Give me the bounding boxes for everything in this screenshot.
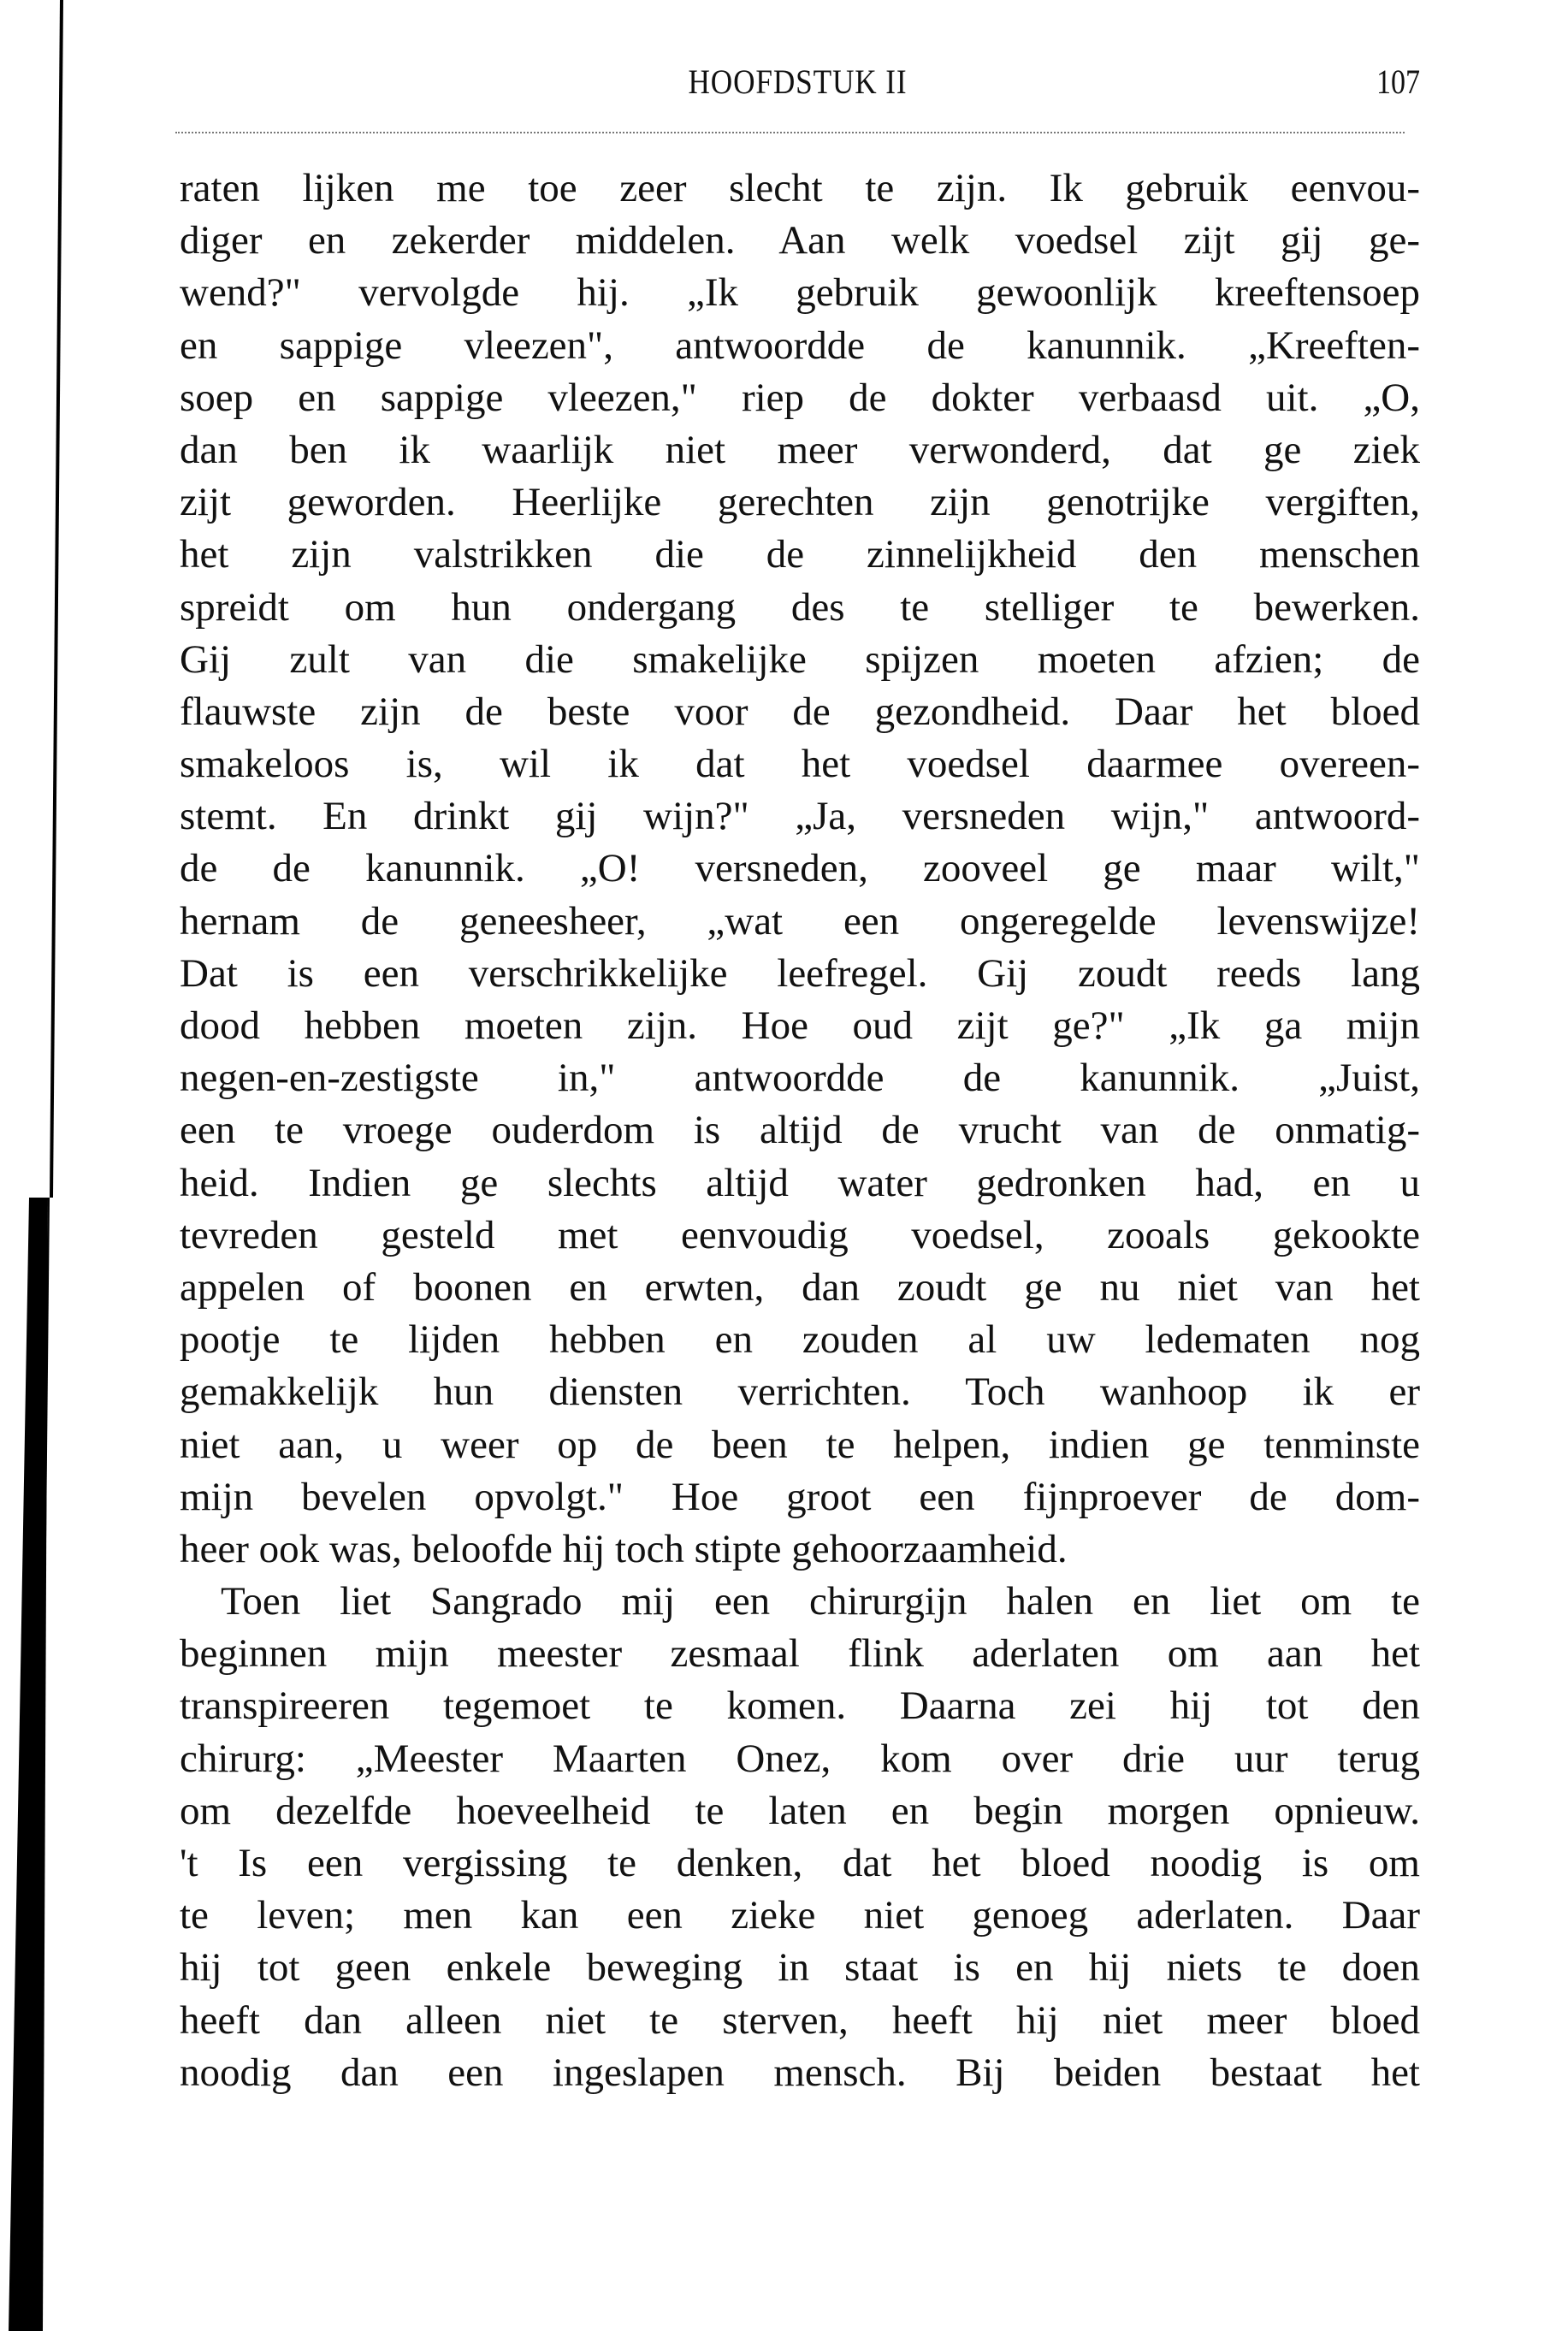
text-line: beginnen mijn meester zesmaal flink aderlaten om aan het xyxy=(180,1631,1420,1677)
text-line: hernam de geneesheer, „wat een ongeregelde levenswijze! xyxy=(180,898,1420,944)
text-line: soep en sappige vleezen," riep de dokter verbaasd uit. „O, xyxy=(180,375,1420,420)
text-line: Toen liet Sangrado mij een chirurgijn halen en liet om te xyxy=(221,1579,1420,1624)
text-line: appelen of boonen en erwten, dan zoudt ge nu niet van het xyxy=(180,1264,1420,1310)
text-line: Dat is een verschrikkelijke leefregel. Gij zoudt reeds lang xyxy=(180,950,1420,996)
binding-edge-line xyxy=(50,0,63,1198)
text-line: niet aan, u weer op de been te helpen, indien ge tenminste xyxy=(180,1422,1420,1467)
text-line: te leven; men kan een zieke niet genoeg aderlaten. Daar xyxy=(180,1893,1420,1938)
text-line: heeft dan alleen niet te sterven, heeft hij niet meer bloed xyxy=(180,1997,1420,2043)
text-line: chirurg: „Meester Maarten Onez, kom over drie uur terug xyxy=(180,1736,1420,1781)
text-line: heer ook was, beloofde hij toch stipte gehoorzaamheid. xyxy=(180,1526,1068,1571)
text-line: zijt geworden. Heerlijke gerechten zijn genotrijke vergiften, xyxy=(180,480,1420,525)
paragraph xyxy=(180,1576,1420,2099)
text-line: om dezelfde hoeveelheid te laten en begin morgen opnieuw. xyxy=(180,1788,1420,1833)
text-line: diger en zekerder middelen. Aan welk voedsel zijt gij ge- xyxy=(180,218,1420,263)
text-line: pootje te lijden hebben en zouden al uw ledematen nog xyxy=(180,1317,1420,1363)
text-line: transpireeren tegemoet te komen. Daarna zei hij tot den xyxy=(180,1683,1420,1729)
binding-dark-band xyxy=(9,1198,48,2331)
paragraph xyxy=(180,163,1420,1576)
text-line: wend?" vervolgde hij. „Ik gebruik gewoonlijk kreeftensoep xyxy=(180,270,1420,316)
text-line: mijn bevelen opvolgt." Hoe groot een fijnproever de dom- xyxy=(180,1474,1420,1519)
text-line: noodig dan een ingeslapen mensch. Bij beiden bestaat het xyxy=(180,2050,1420,2095)
chapter-title: HOOFDSTUK II xyxy=(688,62,908,101)
text-line: heid. Indien ge slechts altijd water gedronken had, en u xyxy=(180,1160,1420,1205)
text-line: smakeloos is, wil ik dat het voedsel daarmee overeen- xyxy=(180,742,1420,787)
text-line: het zijn valstrikken die de zinnelijkheid den menschen xyxy=(180,532,1420,577)
text-line: spreidt om hun ondergang des te stelliger te bewerken. xyxy=(180,584,1420,630)
text-line: raten lijken me toe zeer slecht te zijn. Ik gebruik eenvou- xyxy=(180,166,1420,210)
text-line: hij tot geen enkele beweging in staat is en hij niets te doen xyxy=(180,1945,1420,1991)
page-number: 107 xyxy=(1376,62,1420,101)
body-text xyxy=(180,163,1420,2099)
text-line: dood hebben moeten zijn. Hoe oud zijt ge?" „Ik ga mijn xyxy=(180,1003,1420,1048)
header-dotted-rule xyxy=(175,132,1405,133)
text-line: een te vroege ouderdom is altijd de vrucht van de onmatig- xyxy=(180,1108,1420,1153)
text-line: negen-en-zestigste in," antwoordde de kanunnik. „Juist, xyxy=(180,1056,1420,1101)
text-line: de de kanunnik. „O! versneden, zooveel ge maar wilt," xyxy=(180,846,1420,891)
text-line: dan ben ik waarlijk niet meer verwonderd, dat ge ziek xyxy=(180,427,1420,472)
text-line: en sappige vleezen", antwoordde de kanunnik. „Kreeften- xyxy=(180,322,1420,368)
text-line: 't Is een vergissing te denken, dat het bloed noodig is om xyxy=(180,1841,1420,1885)
running-head xyxy=(175,62,1420,104)
text-line: gemakkelijk hun diensten verrichten. Toch wanhoop ik er xyxy=(180,1370,1420,1415)
text-line: tevreden gesteld met eenvoudig voedsel, zooals gekookte xyxy=(180,1212,1420,1257)
text-line: flauwste zijn de beste voor de gezondheid. Daar het bloed xyxy=(180,689,1420,734)
text-line: stemt. En drinkt gij wijn?" „Ja, versneden wijn," antwoord- xyxy=(180,794,1420,839)
text-line: Gij zult van die smakelijke spijzen moeten afzien; de xyxy=(180,636,1420,682)
binding-shadow xyxy=(0,0,68,2331)
